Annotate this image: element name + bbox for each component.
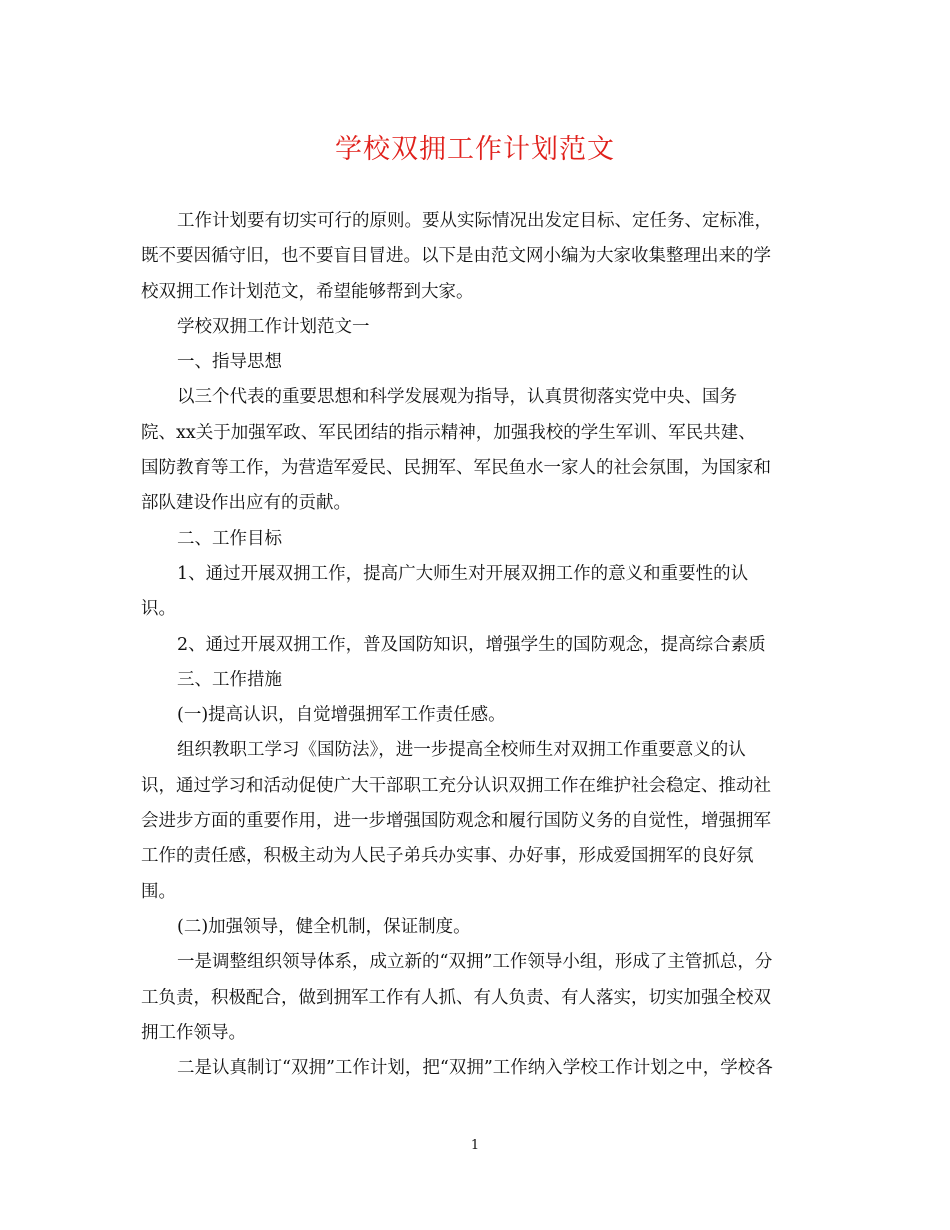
paragraph-line: 国防教育等工作，为营造军爱民、民拥军、军民鱼水一家人的社会氛围，为国家和 [141,458,771,479]
subsection-heading: (二)加强领导，健全机制，保证制度。 [177,916,471,937]
paragraph-line: 工作的责任感，积极主动为人民子弟兵办实事、办好事，形成爱国拥军的良好氛 [141,846,754,867]
paragraph-line: 会进步方面的重要作用，进一步增强国防观念和履行国防义务的自觉性，增强拥军 [141,811,771,832]
document-title: 学校双拥工作计划范文 [335,134,615,165]
paragraph-line: 既不要因循守旧，也不要盲目冒进。以下是由范文网小编为大家收集整理出来的学 [141,246,771,267]
paragraph-line: 二是认真制订“双拥”工作计划，把“双拥”工作纳入学校工作计划之中，学校各 [177,1058,773,1079]
paragraph-line: 部队建设作出应有的贡献。 [141,493,351,514]
section-heading: 三、工作措施 [177,669,282,690]
paragraph-line: 以三个代表的重要思想和科学发展观为指导，认真贯彻落实党中央、国务 [177,387,737,408]
section-heading: 二、工作目标 [177,528,282,549]
paragraph-line: 1、通过开展双拥工作，提高广大师生对开展双拥工作的意义和重要性的认 [177,563,749,584]
paragraph-line: 识。 [141,599,176,620]
subsection-heading: (一)提高认识，自觉增强拥军工作责任感。 [177,705,506,726]
paragraph-line: 围。 [141,881,176,902]
paragraph-line: 组织教职工学习《国防法》，进一步提高全校师生对双拥工作重要意义的认 [177,740,746,761]
paragraph-line: 识，通过学习和活动促使广大干部职工充分认识双拥工作在维护社会稳定、推动社 [141,775,771,796]
section-heading: 一、指导思想 [177,352,282,373]
document-body [141,204,811,1086]
page-number: 1 [470,1138,480,1153]
paragraph-line: 院、xx关于加强军政、军民团结的指示精神，加强我校的学生军训、军民共建、 [141,422,756,443]
paragraph-line: 一是调整组织领导体系，成立新的“双拥”工作领导小组，形成了主管抓总，分 [177,952,773,973]
paragraph-line: 拥工作领导。 [141,1022,246,1043]
section-heading: 学校双拥工作计划范文一 [177,316,370,337]
paragraph-line: 工负责，积极配合，做到拥军工作有人抓、有人负责、有人落实，切实加强全校双 [141,987,771,1008]
paragraph-line: 2、通过开展双拥工作，普及国防知识，增强学生的国防观念，提高综合素质 [177,634,766,655]
paragraph-line: 校双拥工作计划范文，希望能够帮到大家。 [141,281,474,302]
paragraph-line: 工作计划要有切实可行的原则。要从实际情况出发定目标、定任务、定标准， [177,211,772,231]
